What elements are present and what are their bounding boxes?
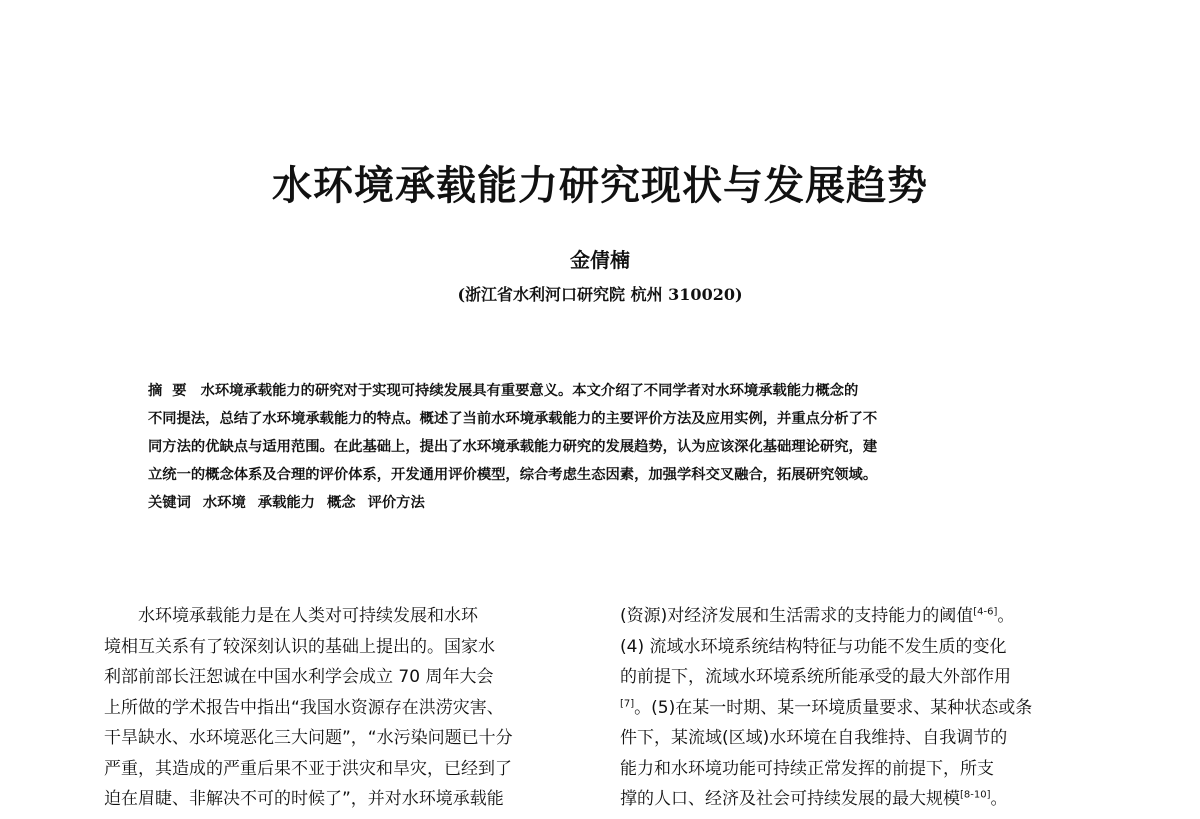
body-text: 的前提下，流域水环境系统所能承受的最大外部作用 [620, 667, 1011, 687]
keywords-line [148, 489, 1058, 517]
body-column-right [620, 601, 1100, 815]
body-line: 上所做的学术报告中指出“我国水资源存在洪涝灾害、 [104, 697, 504, 718]
body-line [620, 662, 1100, 693]
author-affiliation: (浙江省水利河口研究院 杭州 310020) [457, 285, 743, 304]
body-line [620, 754, 1100, 785]
body-text: 能力和水环境功能可持续正常发挥的前提下，所支 [620, 758, 994, 779]
body-line [620, 632, 1100, 663]
keywords-label: 关键词 [148, 495, 191, 511]
body-text: (资源)对经济发展和生活需求的支持能力的阈值 [620, 606, 974, 626]
abstract-text: 水环境承载能力的研究对于实现可持续发展具有重要意义。本文介绍了不同学者对水环境承载能力概念的 [200, 383, 859, 399]
author-name: 金倩楠 [570, 248, 630, 272]
body-line [620, 601, 1100, 632]
keyword: 概念 [326, 495, 356, 511]
body-text: 。(5)在某一时期、某一环境质量要求、某种状态或条 [634, 697, 1033, 718]
body-line: 严重，其造成的严重后果不亚于洪灾和旱灾，已经到了 [104, 758, 512, 779]
abstract-label: 摘要 [148, 383, 197, 399]
body-line: 水环境承载能力是在人类对可持续发展和水环 [138, 606, 478, 626]
abstract-block [148, 377, 1058, 517]
body-line [620, 723, 1100, 754]
body-line: 利部前部长汪恕诚在中国水利学会成立 70 周年大会 [104, 667, 494, 687]
abstract-line: 立统一的概念体系及合理的评价体系，开发通用评价模型，综合考虑生态因素，加强学科交叉融合，拓展研究领域。 [148, 467, 878, 483]
body-text: 撑的人口、经济及社会可持续发展的最大规模 [620, 789, 960, 809]
citation-ref: [8-10] [960, 789, 991, 801]
body-column-left [104, 601, 584, 815]
paper-title: 水环境承载能力研究现状与发展趋势 [272, 162, 928, 209]
citation-ref: [7] [620, 697, 635, 709]
body-line: 迫在眉睫、非解决不可的时候了”，并对水环境承载能 [104, 789, 504, 809]
citation-ref: [4-6] [973, 606, 998, 618]
body-text: 。 [990, 789, 1008, 809]
body-line [620, 693, 1100, 724]
abstract-line [148, 377, 1058, 405]
keyword: 承载能力 [257, 495, 315, 511]
keyword: 水环境 [202, 495, 246, 511]
body-line [620, 784, 1100, 815]
body-line: 干旱缺水、水环境恶化三大问题”，“水污染问题已十分 [104, 728, 513, 748]
body-text: (4) 流域水环境系统结构特征与功能不发生质的变化 [620, 636, 1007, 657]
body-text: 。 [997, 606, 1015, 626]
abstract-line: 同方法的优缺点与适用范围。在此基础上，提出了水环境承载能力研究的发展趋势，认为应该深化基础理论研究，建 [148, 439, 878, 455]
body-line: 境相互关系有了较深刻认识的基础上提出的。国家水 [104, 636, 495, 657]
abstract-line: 不同提法，总结了水环境承载能力的特点。概述了当前水环境承载能力的主要评价方法及应用实例，并重点分析了不 [148, 411, 878, 427]
keyword: 评价方法 [367, 495, 425, 511]
body-text: 件下，某流域(区域)水环境在自我维持、自我调节的 [620, 728, 1008, 748]
